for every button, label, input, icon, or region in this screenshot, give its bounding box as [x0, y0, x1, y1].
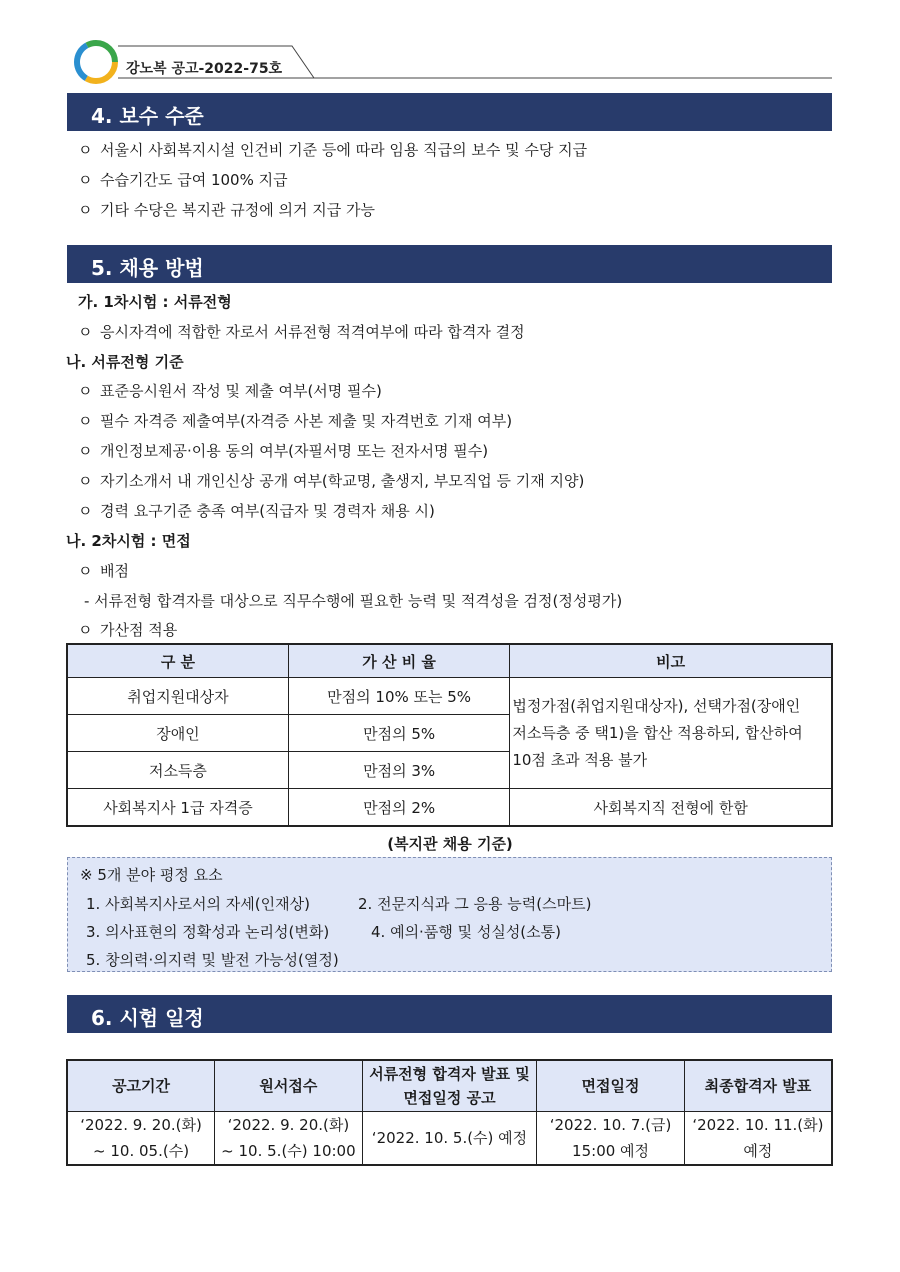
table-row: 저소득층 만점의 3% — [67, 752, 832, 789]
table-header: 공고기간 — [67, 1060, 215, 1112]
bullet-icon: ㅇ — [78, 323, 93, 341]
list-item: ㅇ 수습기간도 급여 100% 지급 — [78, 171, 288, 189]
section-5-banner — [67, 245, 832, 283]
bullet-icon: ㅇ — [78, 502, 93, 520]
table-header: 면접일정 — [537, 1060, 685, 1112]
bonus-points-table — [66, 643, 833, 827]
bonus-note: 법정가점(취업지원대상자), 선택가점(장애인 저소득층 중 택1)을 합산 적용하되, 합산하여 10점 초과 적용 불가 — [510, 678, 832, 789]
bullet-icon: ㅇ — [78, 141, 93, 159]
list-item: ㅇ 가산점 적용 — [78, 621, 178, 639]
table-row: 장애인 만점의 5% — [67, 715, 832, 752]
page-header — [74, 38, 834, 84]
section-6-title: 6. 시험 일정 — [91, 1006, 204, 1030]
list-item: ㅇ 기타 수당은 복지관 규정에 의거 지급 가능 — [78, 201, 375, 219]
organization-logo — [74, 40, 118, 84]
bullet-icon: ㅇ — [78, 171, 93, 189]
list-item: ㅇ 배점 — [78, 562, 129, 580]
list-item: ㅇ 표준응시원서 작성 및 제출 여부(서명 필수) — [78, 382, 382, 400]
list-item: ㅇ 응시자격에 적합한 자로서 서류전형 적격여부에 따라 합격자 결정 — [78, 323, 525, 341]
subheading-first-exam: 가. 1차시험 : 서류전형 — [78, 293, 232, 311]
table-row: 취업지원대상자 만점의 10% 또는 5% 법정가점(취업지원대상자), 선택가점(장애인 저소득층 중 택1)을 합산 적용하되, 합산하여 10점 초과 적용 불가 — [67, 678, 832, 715]
section-5-title: 5. 채용 방법 — [91, 256, 204, 280]
list-item: ㅇ 필수 자격증 제출여부(자격증 사본 제출 및 자격번호 기재 여부) — [78, 412, 513, 430]
section-6-banner — [67, 995, 832, 1033]
bullet-icon: ㅇ — [78, 442, 93, 460]
section-4-banner — [67, 93, 832, 131]
bullet-icon: ㅇ — [78, 201, 93, 219]
subheading-interview: 나. 2차시험 : 면접 — [66, 532, 191, 550]
table-row: 사회복지사 1급 자격증 만점의 2% 사회복지직 전형에 한함 — [67, 789, 832, 827]
table-header: 가 산 비 율 — [288, 644, 509, 678]
bullet-icon: ㅇ — [78, 562, 93, 580]
document-result-date: ‘2022. 10. 5.(수) 예정 — [362, 1112, 537, 1166]
bullet-icon: ㅇ — [78, 382, 93, 400]
table-header: 최종합격자 발표 — [684, 1060, 832, 1112]
table-header: 구 분 — [67, 644, 288, 678]
list-item: ㅇ 서울시 사회복지시설 인건비 기준 등에 따라 임용 직급의 보수 및 수당 지급 — [78, 141, 588, 159]
table-caption: (복지관 채용 기준) — [387, 835, 513, 853]
final-result-date: ‘2022. 10. 11.(화) 예정 — [684, 1112, 832, 1166]
criteria-item: 4. 예의·품행 및 성실성(소통) — [371, 923, 561, 941]
application-period: ‘2022. 9. 20.(화) ~ 10. 5.(수) 10:00 — [215, 1112, 363, 1166]
table-row — [67, 1112, 832, 1166]
table-header: 비고 — [510, 644, 832, 678]
list-item: ㅇ 경력 요구기준 충족 여부(직급자 및 경력자 채용 시) — [78, 502, 435, 520]
criteria-item: 3. 의사표현의 정확성과 논리성(변화) — [86, 923, 330, 941]
bullet-icon: ㅇ — [78, 412, 93, 430]
subheading-document-criteria: 나. 서류전형 기준 — [66, 353, 184, 371]
table-header: 서류전형 합격자 발표 및 면접일정 공고 — [362, 1060, 537, 1112]
criteria-item: 5. 창의력·의지력 및 발전 가능성(열정) — [86, 951, 339, 969]
evaluation-criteria-box — [67, 857, 832, 972]
section-4-title: 4. 보수 수준 — [91, 104, 204, 128]
criteria-item: 1. 사회복지사로서의 자세(인재상) — [86, 895, 310, 913]
interview-date: ‘2022. 10. 7.(금) 15:00 예정 — [537, 1112, 685, 1166]
bullet-icon: ㅇ — [78, 621, 93, 639]
score-detail: - 서류전형 합격자를 대상으로 직무수행에 필요한 능력 및 적격성을 검정(정성평가) — [84, 592, 623, 610]
criteria-title: ※ 5개 분야 평정 요소 — [80, 866, 223, 884]
table-header: 원서접수 — [215, 1060, 363, 1112]
bullet-icon: ㅇ — [78, 472, 93, 490]
document-number: 강노복 공고-2022-75호 — [126, 61, 283, 77]
list-item: ㅇ 개인정보제공·이용 동의 여부(자필서명 또는 전자서명 필수) — [78, 442, 489, 460]
exam-schedule-table — [66, 1059, 833, 1166]
criteria-item: 2. 전문지식과 그 응용 능력(스마트) — [358, 895, 592, 913]
list-item: ㅇ 자기소개서 내 개인신상 공개 여부(학교명, 출생지, 부모직업 등 기재 지양) — [78, 472, 585, 490]
notice-period: ‘2022. 9. 20.(화) ~ 10. 05.(수) — [67, 1112, 215, 1166]
